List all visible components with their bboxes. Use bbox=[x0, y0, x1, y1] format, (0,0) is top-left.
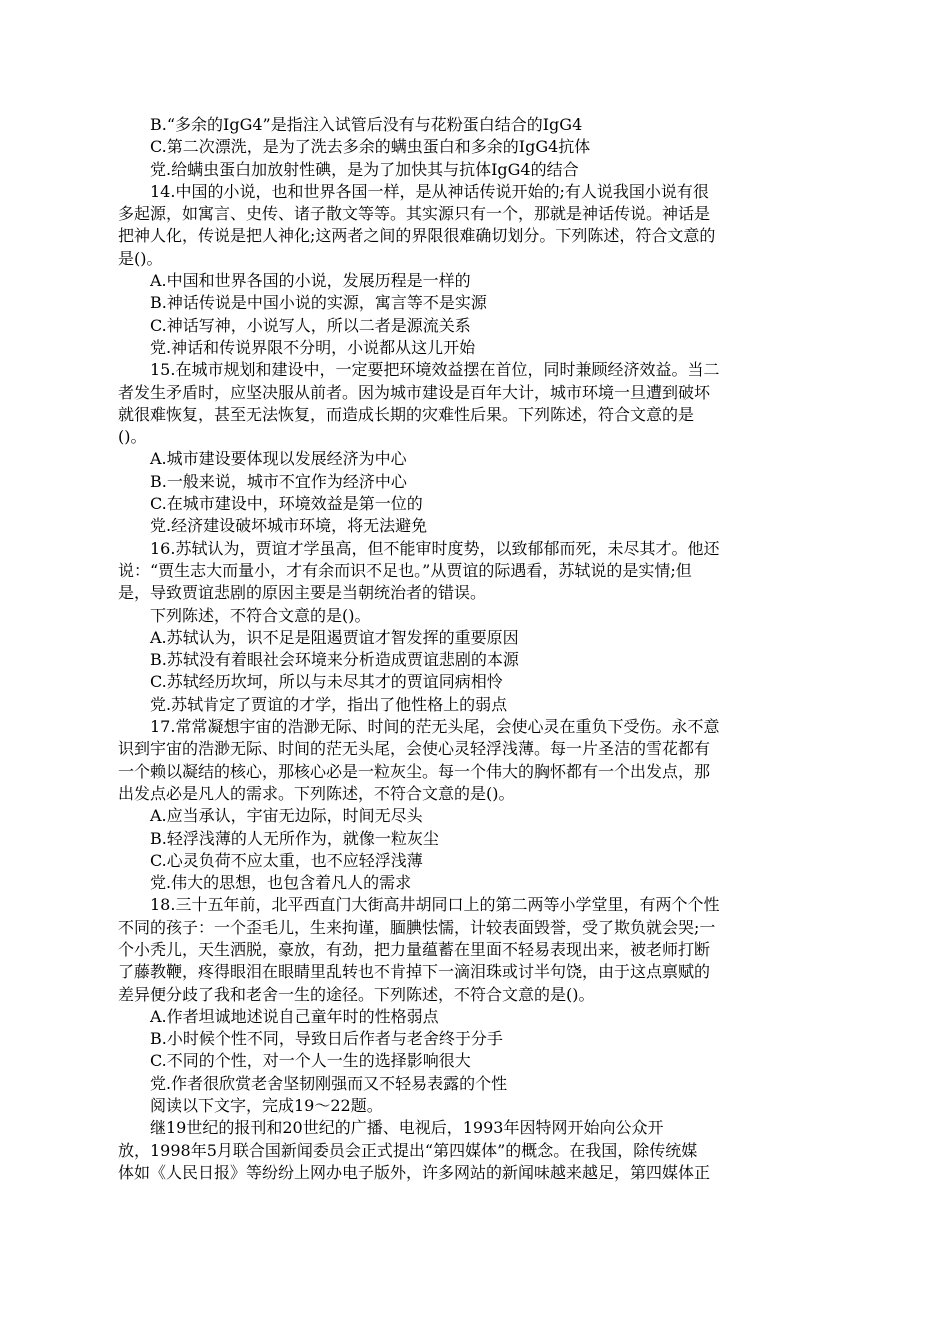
text-line: 了藤教鞭，疼得眼泪在眼睛里乱转也不肯掉下一滴泪珠或讨半句饶，由于这点禀赋的 bbox=[118, 962, 711, 982]
text-line: 党.伟大的思想，也包含着凡人的需求 bbox=[150, 873, 412, 893]
text-line: C.苏轼经历坎坷，所以与未尽其才的贾谊同病相怜 bbox=[150, 672, 503, 692]
text-line: 党.神话和传说界限不分明，小说都从这儿开始 bbox=[150, 337, 476, 357]
text-line: 党.苏轼肯定了贾谊的才学，指出了他性格上的弱点 bbox=[150, 694, 508, 714]
text-line: 说：“贾生志大而量小，才有余而识不足也。”从贾谊的际遇看，苏轼说的是实情;但 bbox=[118, 560, 692, 580]
text-line: 放，1998年5月联合国新闻委员会正式提出“第四媒体”的概念。在我国，除传统媒 bbox=[118, 1140, 698, 1160]
text-line: 识到宇宙的浩渺无际、时间的茫无头尾，会使心灵轻浮浅薄。每一片圣洁的雪花都有 bbox=[118, 739, 711, 759]
text-line: B.“多余的IgG4”是指注入试管后没有与花粉蛋白结合的IgG4 bbox=[150, 115, 583, 134]
text-line: 一个赖以凝结的核心，那核心必是一粒灰尘。每一个伟大的胸怀都有一个出发点，那 bbox=[118, 761, 711, 781]
text-line: 党.给螨虫蛋白加放射性碘，是为了加快其与抗体IgG4的结合 bbox=[150, 159, 579, 179]
text-line: 18.三十五年前，北平西直门大街高井胡同口上的第二两等小学堂里，有两个个性 bbox=[150, 895, 720, 915]
text-line: 个小秃儿，天生洒脱，豪放，有劲，把力量蕴蓄在里面不轻易表现出来，被老师打断 bbox=[118, 939, 711, 959]
text-line: 16.苏轼认为，贾谊才学虽高，但不能审时度势，以致郁郁而死，未尽其才。他还 bbox=[150, 538, 720, 558]
text-line: 党.经济建设破坏城市环境，将无法避免 bbox=[150, 516, 428, 536]
text-line: 不同的孩子：一个歪毛儿，生来拘谨，腼腆怯懦，计较表面毁誉，受了欺负就会哭;一 bbox=[118, 917, 716, 937]
text-line: A.城市建设要体现以发展经济为中心 bbox=[150, 449, 407, 469]
text-line: B.一般来说，城市不宜作为经济中心 bbox=[150, 471, 407, 491]
text-line: B.小时候个性不同，导致日后作者与老舍终于分手 bbox=[150, 1029, 503, 1049]
text-line: ()。 bbox=[118, 427, 147, 447]
text-line: C.不同的个性，对一个人一生的选择影响很大 bbox=[150, 1051, 471, 1071]
text-line: 就很难恢复，甚至无法恢复，而造成长期的灾难性后果。下列陈述，符合文意的是 bbox=[118, 404, 695, 424]
text-line: 多起源，如寓言、史传、诸子散文等等。其实源只有一个，那就是神话传说。神话是 bbox=[118, 204, 711, 224]
text-line: A.应当承认，宇宙无边际，时间无尽头 bbox=[150, 806, 423, 826]
text-line: C.神话写神，小说写人，所以二者是源流关系 bbox=[150, 315, 471, 335]
text-line: C.在城市建设中，环境效益是第一位的 bbox=[150, 494, 423, 514]
text-line: 出发点必是凡人的需求。下列陈述，不符合文意的是()。 bbox=[118, 783, 515, 803]
text-line: 继19世纪的报刊和20世纪的广播、电视后，1993年因特网开始向公众开 bbox=[150, 1118, 664, 1138]
text-line: 阅读以下文字，完成19～22题。 bbox=[150, 1096, 383, 1116]
text-line: 把神人化，传说是把人神化;这两者之间的界限很难确切划分。下列陈述，符合文意的 bbox=[118, 226, 716, 246]
text-line: B.神话传说是中国小说的实源，寓言等不是实源 bbox=[150, 293, 487, 313]
text-line: 17.常常凝想宇宙的浩渺无际、时间的茫无头尾，会使心灵在重负下受伤。永不意 bbox=[150, 717, 720, 737]
text-line: A.苏轼认为，识不足是阻遏贾谊才智发挥的重要原因 bbox=[150, 627, 519, 647]
text-line: 14.中国的小说，也和世界各国一样，是从神话传说开始的;有人说我国小说有很 bbox=[150, 181, 709, 201]
text-line: 体如《人民日报》等纷纷上网办电子版外，许多网站的新闻味越来越足，第四媒体正 bbox=[118, 1162, 711, 1182]
text-line: A.中国和世界各国的小说，发展历程是一样的 bbox=[150, 271, 471, 291]
text-line: B.轻浮浅薄的人无所作为，就像一粒灰尘 bbox=[150, 828, 439, 848]
text-line: 是()。 bbox=[118, 248, 163, 268]
text-line: A.作者坦诚地述说自己童年时的性格弱点 bbox=[150, 1006, 439, 1026]
text-line: C.心灵负荷不应太重，也不应轻浮浅薄 bbox=[150, 850, 423, 870]
document-body bbox=[118, 114, 835, 1184]
text-line: C.第二次漂洗，是为了洗去多余的螨虫蛋白和多余的IgG4抗体 bbox=[150, 137, 591, 157]
text-line: 下列陈述，不符合文意的是()。 bbox=[150, 605, 371, 625]
text-line: 是，导致贾谊悲剧的原因主要是当朝统治者的错误。 bbox=[118, 583, 487, 603]
text-line: 党.作者很欣赏老舍坚韧刚强而又不轻易表露的个性 bbox=[150, 1073, 508, 1093]
text-line: 者发生矛盾时，应坚决服从前者。因为城市建设是百年大计，城市环境一旦遭到破坏 bbox=[118, 382, 711, 402]
text-line: 15.在城市规划和建设中，一定要把环境效益摆在首位，同时兼顾经济效益。当二 bbox=[150, 360, 720, 380]
text-line: B.苏轼没有着眼社会环境来分析造成贾谊悲剧的本源 bbox=[150, 650, 519, 670]
text-line: 差异便分歧了我和老舍一生的途径。下列陈述，不符合文意的是()。 bbox=[118, 984, 595, 1004]
